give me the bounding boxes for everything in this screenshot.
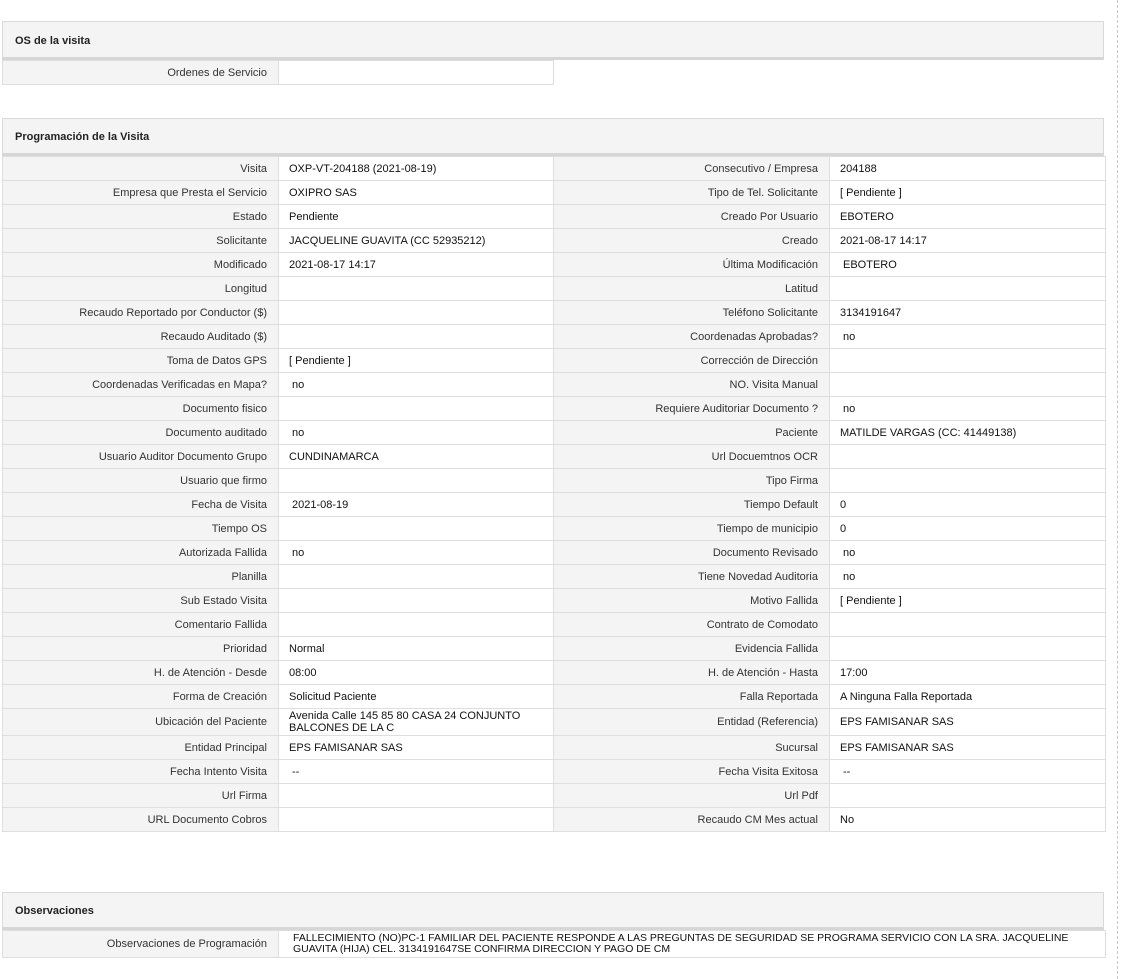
prog-label-right: Tiene Novedad Auditoria (554, 565, 830, 589)
prog-value-left (279, 301, 554, 325)
prog-row (3, 517, 1106, 541)
prog-value-right: 0 (830, 493, 1106, 517)
obs-label: Observaciones de Programación (3, 931, 279, 958)
prog-value-left (279, 469, 554, 493)
prog-label-right: Tipo Firma (554, 469, 830, 493)
prog-value-left (279, 277, 554, 301)
prog-value-right: [ Pendiente ] (830, 181, 1106, 205)
prog-value-right (830, 373, 1106, 397)
os-row (3, 61, 554, 85)
prog-label-left: Autorizada Fallida (3, 541, 279, 565)
prog-value-left: Normal (279, 637, 554, 661)
prog-value-right: EBOTERO (830, 253, 1106, 277)
prog-row (3, 541, 1106, 565)
prog-label-right: Coordenadas Aprobadas? (554, 325, 830, 349)
prog-label-left: Coordenadas Verificadas en Mapa? (3, 373, 279, 397)
prog-value-right: A Ninguna Falla Reportada (830, 685, 1106, 709)
prog-label-right: Creado Por Usuario (554, 205, 830, 229)
prog-row (3, 637, 1106, 661)
prog-label-left: Planilla (3, 565, 279, 589)
prog-value-right: 204188 (830, 157, 1106, 181)
prog-value-right (830, 445, 1106, 469)
prog-value-right: EBOTERO (830, 205, 1106, 229)
prog-value-left: no (279, 541, 554, 565)
prog-value-right: 2021-08-17 14:17 (830, 229, 1106, 253)
prog-panel-title: Programación de la Visita (15, 131, 150, 143)
prog-value-left (279, 325, 554, 349)
prog-table (2, 156, 1106, 832)
prog-label-left: Sub Estado Visita (3, 589, 279, 613)
prog-label-right: NO. Visita Manual (554, 373, 830, 397)
prog-row (3, 157, 1106, 181)
prog-value-left (279, 565, 554, 589)
prog-label-right: Requiere Auditoriar Documento ? (554, 397, 830, 421)
prog-label-right: Corrección de Dirección (554, 349, 830, 373)
prog-value-right: 3134191647 (830, 301, 1106, 325)
obs-panel-header (2, 892, 1104, 930)
prog-row (3, 181, 1106, 205)
obs-panel-title: Observaciones (15, 905, 94, 917)
prog-label-left: Fecha de Visita (3, 493, 279, 517)
prog-label-left: Estado (3, 205, 279, 229)
prog-label-left: Modificado (3, 253, 279, 277)
obs-value: FALLECIMIENTO (NO)PC-1 FAMILIAR DEL PACIENTE RESPONDE A LAS PREGUNTAS DE SEGURIDAD SE PROGRAMA SERVICIO CON LA SRA. JACQUELINE GUAVITA (HIJA) CEL. 3134191647SE CONFIRMA DIRECCION Y PAGO DE CM (279, 931, 1106, 958)
prog-row (3, 589, 1106, 613)
prog-value-right: 17:00 (830, 661, 1106, 685)
prog-label-right: Sucursal (554, 736, 830, 760)
prog-row (3, 736, 1106, 760)
prog-value-left (279, 517, 554, 541)
prog-label-left: Usuario que firmo (3, 469, 279, 493)
prog-row (3, 808, 1106, 832)
prog-label-right: Fecha Visita Exitosa (554, 760, 830, 784)
prog-value-right: EPS FAMISANAR SAS (830, 709, 1106, 736)
prog-label-left: Fecha Intento Visita (3, 760, 279, 784)
prog-value-left: no (279, 421, 554, 445)
prog-row (3, 301, 1106, 325)
prog-label-left: Toma de Datos GPS (3, 349, 279, 373)
prog-value-right (830, 613, 1106, 637)
prog-row (3, 709, 1106, 736)
prog-label-right: Latitud (554, 277, 830, 301)
prog-label-left: Url Firma (3, 784, 279, 808)
prog-label-left: URL Documento Cobros (3, 808, 279, 832)
prog-value-right: 0 (830, 517, 1106, 541)
prog-label-left: Recaudo Auditado ($) (3, 325, 279, 349)
prog-label-left: Recaudo Reportado por Conductor ($) (3, 301, 279, 325)
prog-value-right: [ Pendiente ] (830, 589, 1106, 613)
prog-value-left: no (279, 373, 554, 397)
prog-value-left (279, 397, 554, 421)
prog-label-right: Entidad (Referencia) (554, 709, 830, 736)
prog-value-right: MATILDE VARGAS (CC: 41449138) (830, 421, 1106, 445)
prog-value-right (830, 277, 1106, 301)
prog-label-left: Prioridad (3, 637, 279, 661)
prog-row (3, 373, 1106, 397)
prog-label-left: Tiempo OS (3, 517, 279, 541)
prog-value-right (830, 637, 1106, 661)
prog-value-left: Pendiente (279, 205, 554, 229)
prog-label-right: Motivo Fallida (554, 589, 830, 613)
prog-label-left: Ubicación del Paciente (3, 709, 279, 736)
prog-label-left: Documento fisico (3, 397, 279, 421)
prog-row (3, 349, 1106, 373)
prog-row (3, 685, 1106, 709)
prog-value-left: CUNDINAMARCA (279, 445, 554, 469)
prog-label-right: Tiempo de municipio (554, 517, 830, 541)
prog-value-left: Solicitud Paciente (279, 685, 554, 709)
prog-label-left: Documento auditado (3, 421, 279, 445)
prog-value-right: no (830, 397, 1106, 421)
os-panel-title: OS de la visita (15, 35, 91, 47)
prog-label-right: Tiempo Default (554, 493, 830, 517)
prog-value-left: 08:00 (279, 661, 554, 685)
prog-row (3, 445, 1106, 469)
obs-table (2, 930, 1106, 958)
prog-panel-header (2, 118, 1104, 156)
prog-label-left: Longitud (3, 277, 279, 301)
prog-label-right: Contrato de Comodato (554, 613, 830, 637)
prog-label-right: Última Modificación (554, 253, 830, 277)
prog-value-left: Avenida Calle 145 85 80 CASA 24 CONJUNTO BALCONES DE LA C (279, 709, 554, 736)
prog-value-left: [ Pendiente ] (279, 349, 554, 373)
prog-value-left (279, 784, 554, 808)
prog-label-left: Entidad Principal (3, 736, 279, 760)
prog-row (3, 565, 1106, 589)
prog-label-right: Evidencia Fallida (554, 637, 830, 661)
page-divider (1117, 0, 1118, 979)
prog-label-right: Teléfono Solicitante (554, 301, 830, 325)
prog-label-right: Recaudo CM Mes actual (554, 808, 830, 832)
os-table (2, 60, 554, 85)
prog-row (3, 325, 1106, 349)
prog-value-right (830, 349, 1106, 373)
prog-row (3, 205, 1106, 229)
prog-value-left: OXIPRO SAS (279, 181, 554, 205)
prog-label-right: Url Docuemtnos OCR (554, 445, 830, 469)
prog-row (3, 661, 1106, 685)
prog-row (3, 229, 1106, 253)
prog-row (3, 493, 1106, 517)
prog-label-left: Empresa que Presta el Servicio (3, 181, 279, 205)
prog-value-left: 2021-08-17 14:17 (279, 253, 554, 277)
prog-label-left: Visita (3, 157, 279, 181)
prog-value-right: no (830, 565, 1106, 589)
prog-label-right: Documento Revisado (554, 541, 830, 565)
prog-value-left: -- (279, 760, 554, 784)
prog-label-right: H. de Atención - Hasta (554, 661, 830, 685)
os-panel-header (2, 21, 1104, 60)
prog-value-left (279, 589, 554, 613)
prog-row (3, 397, 1106, 421)
prog-label-right: Paciente (554, 421, 830, 445)
prog-value-left: OXP-VT-204188 (2021-08-19) (279, 157, 554, 181)
prog-label-left: H. de Atención - Desde (3, 661, 279, 685)
prog-value-left (279, 808, 554, 832)
prog-row (3, 469, 1106, 493)
prog-row (3, 760, 1106, 784)
prog-value-right: No (830, 808, 1106, 832)
prog-value-left: JACQUELINE GUAVITA (CC 52935212) (279, 229, 554, 253)
prog-label-right: Creado (554, 229, 830, 253)
prog-row (3, 277, 1106, 301)
prog-label-left: Forma de Creación (3, 685, 279, 709)
prog-value-left: EPS FAMISANAR SAS (279, 736, 554, 760)
obs-row (3, 931, 1106, 958)
prog-label-right: Url Pdf (554, 784, 830, 808)
prog-label-right: Falla Reportada (554, 685, 830, 709)
prog-row (3, 421, 1106, 445)
prog-value-right: no (830, 541, 1106, 565)
prog-value-right (830, 784, 1106, 808)
os-label: Ordenes de Servicio (3, 61, 279, 85)
prog-row (3, 253, 1106, 277)
prog-label-right: Consecutivo / Empresa (554, 157, 830, 181)
prog-label-left: Comentario Fallida (3, 613, 279, 637)
prog-value-left (279, 613, 554, 637)
prog-value-right: -- (830, 760, 1106, 784)
prog-label-left: Solicitante (3, 229, 279, 253)
prog-value-right: no (830, 325, 1106, 349)
prog-row (3, 613, 1106, 637)
prog-value-left: 2021-08-19 (279, 493, 554, 517)
prog-value-right: EPS FAMISANAR SAS (830, 736, 1106, 760)
prog-row (3, 784, 1106, 808)
prog-label-right: Tipo de Tel. Solicitante (554, 181, 830, 205)
prog-value-right (830, 469, 1106, 493)
os-value (279, 61, 554, 85)
prog-label-left: Usuario Auditor Documento Grupo (3, 445, 279, 469)
